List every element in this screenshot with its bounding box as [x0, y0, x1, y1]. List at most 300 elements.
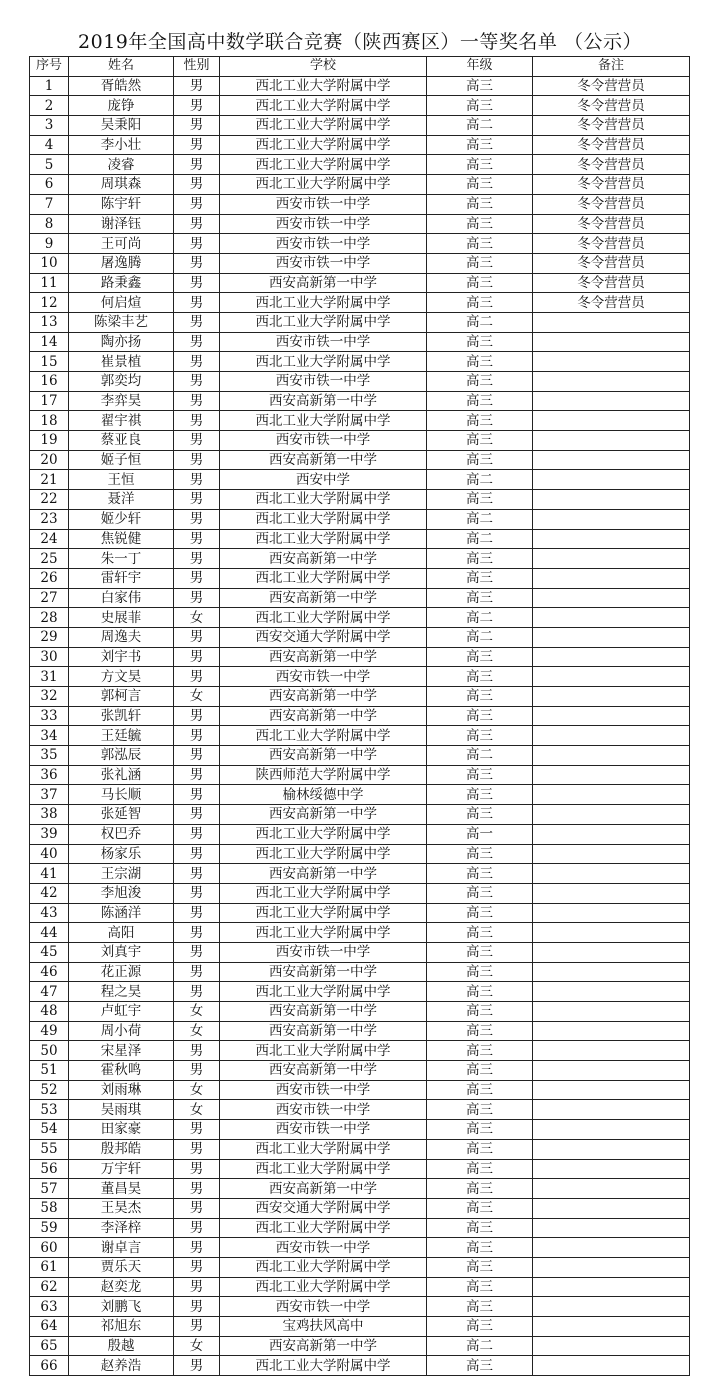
table-row [30, 214, 690, 234]
cell-gender: 男 [174, 470, 220, 490]
cell-name: 刘鹏飞 [69, 1297, 174, 1317]
cell-grade: 高三 [427, 391, 533, 411]
cell-remark [533, 687, 690, 707]
cell-remark: 冬令营营员 [533, 96, 690, 116]
cell-name: 张延智 [69, 805, 174, 825]
cell-no: 4 [30, 135, 69, 155]
header-gender: 性别 [174, 57, 220, 77]
cell-school: 陕西师范大学附属中学 [220, 765, 427, 785]
cell-gender: 男 [174, 785, 220, 805]
cell-gender: 男 [174, 942, 220, 962]
cell-remark [533, 1120, 690, 1140]
cell-school: 西安高新第一中学 [220, 549, 427, 569]
cell-grade: 高三 [427, 352, 533, 372]
cell-gender: 男 [174, 1297, 220, 1317]
cell-gender: 男 [174, 1139, 220, 1159]
cell-school: 西安高新第一中学 [220, 647, 427, 667]
cell-name: 花正源 [69, 962, 174, 982]
cell-no: 56 [30, 1159, 69, 1179]
cell-name: 郭柯言 [69, 687, 174, 707]
cell-remark: 冬令营营员 [533, 273, 690, 293]
cell-name: 庞铮 [69, 96, 174, 116]
cell-name: 吴雨琪 [69, 1100, 174, 1120]
table-row [30, 549, 690, 569]
cell-grade: 高三 [427, 883, 533, 903]
cell-school: 西安市铁一中学 [220, 431, 427, 451]
cell-school: 西北工业大学附属中学 [220, 1257, 427, 1277]
cell-no: 1 [30, 76, 69, 96]
cell-grade: 高三 [427, 234, 533, 254]
cell-name: 郭奕均 [69, 372, 174, 392]
cell-name: 陈梁丰艺 [69, 312, 174, 332]
cell-school: 西北工业大学附属中学 [220, 135, 427, 155]
cell-remark: 冬令营营员 [533, 76, 690, 96]
cell-gender: 女 [174, 1336, 220, 1356]
cell-gender: 男 [174, 509, 220, 529]
cell-no: 8 [30, 214, 69, 234]
cell-remark [533, 470, 690, 490]
cell-remark [533, 903, 690, 923]
cell-remark [533, 824, 690, 844]
cell-name: 杨家乐 [69, 844, 174, 864]
cell-school: 西北工业大学附属中学 [220, 411, 427, 431]
cell-no: 45 [30, 942, 69, 962]
cell-grade: 高三 [427, 490, 533, 510]
cell-grade: 高三 [427, 253, 533, 273]
cell-no: 42 [30, 883, 69, 903]
table-row [30, 706, 690, 726]
cell-no: 63 [30, 1297, 69, 1317]
cell-grade: 高三 [427, 1139, 533, 1159]
cell-remark [533, 529, 690, 549]
cell-gender: 女 [174, 1002, 220, 1022]
table-row [30, 726, 690, 746]
cell-remark [533, 765, 690, 785]
cell-gender: 男 [174, 903, 220, 923]
cell-school: 西北工业大学附属中学 [220, 568, 427, 588]
cell-remark [533, 923, 690, 943]
cell-school: 西北工业大学附属中学 [220, 1139, 427, 1159]
cell-no: 48 [30, 1002, 69, 1022]
cell-gender: 男 [174, 1198, 220, 1218]
cell-grade: 高三 [427, 1198, 533, 1218]
cell-no: 38 [30, 805, 69, 825]
cell-remark [533, 352, 690, 372]
cell-school: 西安市铁一中学 [220, 942, 427, 962]
cell-grade: 高三 [427, 411, 533, 431]
cell-school: 西安高新第一中学 [220, 391, 427, 411]
cell-no: 30 [30, 647, 69, 667]
table-row [30, 746, 690, 766]
cell-school: 西安市铁一中学 [220, 234, 427, 254]
cell-remark [533, 667, 690, 687]
cell-school: 西北工业大学附属中学 [220, 293, 427, 313]
cell-gender: 男 [174, 726, 220, 746]
cell-remark [533, 1100, 690, 1120]
cell-name: 姬少轩 [69, 509, 174, 529]
cell-gender: 男 [174, 1179, 220, 1199]
cell-no: 21 [30, 470, 69, 490]
cell-name: 王昊杰 [69, 1198, 174, 1218]
cell-school: 西北工业大学附属中学 [220, 1159, 427, 1179]
table-row [30, 1317, 690, 1337]
cell-remark [533, 568, 690, 588]
cell-gender: 男 [174, 391, 220, 411]
cell-name: 卢虹宇 [69, 1002, 174, 1022]
table-row [30, 608, 690, 628]
cell-school: 西北工业大学附属中学 [220, 155, 427, 175]
cell-school: 西安高新第一中学 [220, 746, 427, 766]
cell-school: 西安市铁一中学 [220, 1080, 427, 1100]
cell-name: 王可尚 [69, 234, 174, 254]
cell-remark [533, 726, 690, 746]
cell-no: 33 [30, 706, 69, 726]
cell-name: 何启煊 [69, 293, 174, 313]
cell-grade: 高三 [427, 549, 533, 569]
cell-grade: 高三 [427, 706, 533, 726]
cell-name: 权巴乔 [69, 824, 174, 844]
table-row [30, 923, 690, 943]
header-grade: 年级 [427, 57, 533, 77]
cell-school: 西北工业大学附属中学 [220, 175, 427, 195]
table-row [30, 647, 690, 667]
cell-name: 雷轩宇 [69, 568, 174, 588]
cell-grade: 高三 [427, 1159, 533, 1179]
table-body [30, 76, 690, 1375]
cell-no: 40 [30, 844, 69, 864]
cell-name: 凌睿 [69, 155, 174, 175]
cell-school: 西北工业大学附属中学 [220, 509, 427, 529]
cell-school: 西北工业大学附属中学 [220, 1218, 427, 1238]
cell-no: 29 [30, 627, 69, 647]
cell-gender: 男 [174, 824, 220, 844]
cell-no: 7 [30, 194, 69, 214]
cell-no: 61 [30, 1257, 69, 1277]
cell-grade: 高三 [427, 864, 533, 884]
cell-remark [533, 785, 690, 805]
cell-remark [533, 844, 690, 864]
cell-no: 60 [30, 1238, 69, 1258]
cell-grade: 高三 [427, 76, 533, 96]
cell-grade: 高三 [427, 1021, 533, 1041]
cell-grade: 高二 [427, 746, 533, 766]
cell-school: 西安交通大学附属中学 [220, 627, 427, 647]
cell-school: 西安高新第一中学 [220, 273, 427, 293]
cell-no: 2 [30, 96, 69, 116]
cell-remark [533, 627, 690, 647]
cell-no: 11 [30, 273, 69, 293]
cell-remark [533, 1297, 690, 1317]
cell-gender: 男 [174, 1257, 220, 1277]
cell-school: 西安高新第一中学 [220, 805, 427, 825]
cell-remark: 冬令营营员 [533, 293, 690, 313]
cell-school: 西北工业大学附属中学 [220, 116, 427, 136]
table-row [30, 253, 690, 273]
cell-gender: 男 [174, 706, 220, 726]
cell-school: 西北工业大学附属中学 [220, 903, 427, 923]
cell-no: 37 [30, 785, 69, 805]
cell-school: 西北工业大学附属中学 [220, 824, 427, 844]
cell-name: 史展菲 [69, 608, 174, 628]
table-row [30, 883, 690, 903]
cell-remark [533, 1139, 690, 1159]
cell-school: 西北工业大学附属中学 [220, 608, 427, 628]
cell-remark: 冬令营营员 [533, 253, 690, 273]
cell-remark [533, 883, 690, 903]
cell-no: 31 [30, 667, 69, 687]
cell-school: 西北工业大学附属中学 [220, 96, 427, 116]
table-header-row [30, 57, 690, 77]
cell-grade: 高二 [427, 627, 533, 647]
cell-grade: 高三 [427, 1218, 533, 1238]
table-row [30, 687, 690, 707]
cell-name: 白家伟 [69, 588, 174, 608]
cell-remark [533, 490, 690, 510]
cell-no: 39 [30, 824, 69, 844]
cell-no: 24 [30, 529, 69, 549]
cell-name: 宋星泽 [69, 1041, 174, 1061]
cell-no: 14 [30, 332, 69, 352]
cell-school: 西安高新第一中学 [220, 687, 427, 707]
cell-gender: 男 [174, 844, 220, 864]
cell-gender: 女 [174, 687, 220, 707]
cell-school: 西北工业大学附属中学 [220, 529, 427, 549]
cell-name: 路秉鑫 [69, 273, 174, 293]
cell-name: 屠逸腾 [69, 253, 174, 273]
cell-school: 西安市铁一中学 [220, 667, 427, 687]
table-row [30, 293, 690, 313]
cell-grade: 高三 [427, 96, 533, 116]
cell-no: 23 [30, 509, 69, 529]
cell-name: 陈宇轩 [69, 194, 174, 214]
cell-remark: 冬令营营员 [533, 194, 690, 214]
cell-name: 李泽梓 [69, 1218, 174, 1238]
table-row [30, 785, 690, 805]
cell-no: 52 [30, 1080, 69, 1100]
cell-grade: 高三 [427, 1238, 533, 1258]
cell-grade: 高三 [427, 293, 533, 313]
cell-no: 27 [30, 588, 69, 608]
cell-gender: 男 [174, 135, 220, 155]
cell-name: 李弈昊 [69, 391, 174, 411]
table-row [30, 470, 690, 490]
cell-grade: 高三 [427, 982, 533, 1002]
cell-grade: 高一 [427, 824, 533, 844]
cell-school: 西安市铁一中学 [220, 1238, 427, 1258]
table-row [30, 1277, 690, 1297]
cell-no: 19 [30, 431, 69, 451]
table-row [30, 962, 690, 982]
cell-gender: 男 [174, 175, 220, 195]
table-row [30, 529, 690, 549]
cell-grade: 高三 [427, 687, 533, 707]
cell-grade: 高三 [427, 588, 533, 608]
cell-name: 董昌昊 [69, 1179, 174, 1199]
cell-name: 殷越 [69, 1336, 174, 1356]
cell-no: 16 [30, 372, 69, 392]
cell-no: 41 [30, 864, 69, 884]
cell-school: 西北工业大学附属中学 [220, 1277, 427, 1297]
cell-school: 西安高新第一中学 [220, 864, 427, 884]
table-row [30, 588, 690, 608]
cell-grade: 高二 [427, 470, 533, 490]
cell-school: 榆林绥德中学 [220, 785, 427, 805]
table-row [30, 1356, 690, 1376]
cell-name: 谢泽钰 [69, 214, 174, 234]
cell-remark: 冬令营营员 [533, 234, 690, 254]
cell-grade: 高三 [427, 175, 533, 195]
cell-gender: 男 [174, 116, 220, 136]
table-row [30, 765, 690, 785]
cell-remark: 冬令营营员 [533, 214, 690, 234]
cell-name: 赵养浩 [69, 1356, 174, 1376]
cell-grade: 高三 [427, 431, 533, 451]
cell-no: 62 [30, 1277, 69, 1297]
cell-name: 万宇轩 [69, 1159, 174, 1179]
cell-school: 西北工业大学附属中学 [220, 844, 427, 864]
cell-grade: 高三 [427, 1257, 533, 1277]
table-row [30, 1021, 690, 1041]
cell-grade: 高三 [427, 765, 533, 785]
cell-no: 47 [30, 982, 69, 1002]
cell-grade: 高三 [427, 1080, 533, 1100]
cell-gender: 男 [174, 194, 220, 214]
cell-school: 西北工业大学附属中学 [220, 352, 427, 372]
cell-gender: 男 [174, 1356, 220, 1376]
table-row [30, 1198, 690, 1218]
cell-name: 殷邦皓 [69, 1139, 174, 1159]
cell-grade: 高三 [427, 785, 533, 805]
table-row [30, 1218, 690, 1238]
cell-grade: 高三 [427, 332, 533, 352]
cell-remark [533, 962, 690, 982]
cell-no: 10 [30, 253, 69, 273]
cell-gender: 男 [174, 982, 220, 1002]
cell-school: 西北工业大学附属中学 [220, 1041, 427, 1061]
cell-school: 西北工业大学附属中学 [220, 312, 427, 332]
cell-name: 李旭浚 [69, 883, 174, 903]
cell-gender: 男 [174, 1218, 220, 1238]
table-row [30, 1179, 690, 1199]
cell-no: 58 [30, 1198, 69, 1218]
cell-grade: 高三 [427, 1277, 533, 1297]
cell-grade: 高三 [427, 214, 533, 234]
cell-name: 郭泓辰 [69, 746, 174, 766]
cell-no: 17 [30, 391, 69, 411]
cell-name: 陶亦扬 [69, 332, 174, 352]
cell-no: 59 [30, 1218, 69, 1238]
cell-remark: 冬令营营员 [533, 116, 690, 136]
cell-remark [533, 411, 690, 431]
cell-school: 西安高新第一中学 [220, 1021, 427, 1041]
cell-grade: 高三 [427, 726, 533, 746]
cell-no: 5 [30, 155, 69, 175]
cell-name: 王廷毓 [69, 726, 174, 746]
cell-remark [533, 549, 690, 569]
cell-name: 蔡亚良 [69, 431, 174, 451]
cell-gender: 男 [174, 1159, 220, 1179]
cell-gender: 女 [174, 1080, 220, 1100]
cell-school: 西北工业大学附属中学 [220, 923, 427, 943]
cell-school: 西安高新第一中学 [220, 706, 427, 726]
cell-grade: 高三 [427, 1002, 533, 1022]
cell-gender: 女 [174, 608, 220, 628]
cell-gender: 男 [174, 568, 220, 588]
cell-gender: 男 [174, 1317, 220, 1337]
cell-gender: 男 [174, 1061, 220, 1081]
cell-school: 西安市铁一中学 [220, 372, 427, 392]
table-row [30, 1257, 690, 1277]
cell-school: 西安交通大学附属中学 [220, 1198, 427, 1218]
table-row [30, 352, 690, 372]
cell-grade: 高三 [427, 647, 533, 667]
table-row [30, 844, 690, 864]
cell-remark [533, 942, 690, 962]
cell-grade: 高三 [427, 962, 533, 982]
cell-school: 宝鸡扶风高中 [220, 1317, 427, 1337]
cell-grade: 高三 [427, 1297, 533, 1317]
cell-gender: 男 [174, 1277, 220, 1297]
cell-school: 西安市铁一中学 [220, 1100, 427, 1120]
cell-school: 西安高新第一中学 [220, 588, 427, 608]
cell-school: 西北工业大学附属中学 [220, 726, 427, 746]
document-title: 2019年全国高中数学联合竞赛（陕西赛区）一等奖名单 （公示） [78, 31, 642, 53]
cell-grade: 高三 [427, 568, 533, 588]
cell-gender: 男 [174, 155, 220, 175]
cell-gender: 男 [174, 765, 220, 785]
table-row [30, 1159, 690, 1179]
table-row [30, 116, 690, 136]
cell-remark [533, 647, 690, 667]
cell-grade: 高二 [427, 509, 533, 529]
table-row [30, 1061, 690, 1081]
cell-gender: 男 [174, 273, 220, 293]
cell-name: 陈涵洋 [69, 903, 174, 923]
cell-remark: 冬令营营员 [533, 175, 690, 195]
cell-name: 崔景植 [69, 352, 174, 372]
cell-remark [533, 1317, 690, 1337]
table-row [30, 1100, 690, 1120]
cell-no: 18 [30, 411, 69, 431]
cell-name: 张礼涵 [69, 765, 174, 785]
cell-remark [533, 509, 690, 529]
table-row [30, 982, 690, 1002]
cell-school: 西安市铁一中学 [220, 1120, 427, 1140]
cell-gender: 男 [174, 1041, 220, 1061]
cell-gender: 男 [174, 549, 220, 569]
cell-gender: 男 [174, 332, 220, 352]
table-row [30, 1002, 690, 1022]
cell-remark: 冬令营营员 [533, 155, 690, 175]
cell-remark [533, 864, 690, 884]
header-school: 学校 [220, 57, 427, 77]
table-row [30, 431, 690, 451]
table-row [30, 273, 690, 293]
table-row [30, 312, 690, 332]
cell-school: 西安市铁一中学 [220, 332, 427, 352]
cell-grade: 高三 [427, 1120, 533, 1140]
cell-no: 15 [30, 352, 69, 372]
cell-name: 霍秋鸣 [69, 1061, 174, 1081]
cell-grade: 高三 [427, 372, 533, 392]
cell-remark [533, 1257, 690, 1277]
cell-gender: 男 [174, 1238, 220, 1258]
table-row [30, 805, 690, 825]
cell-remark [533, 1021, 690, 1041]
cell-gender: 男 [174, 864, 220, 884]
cell-grade: 高三 [427, 194, 533, 214]
cell-grade: 高三 [427, 450, 533, 470]
